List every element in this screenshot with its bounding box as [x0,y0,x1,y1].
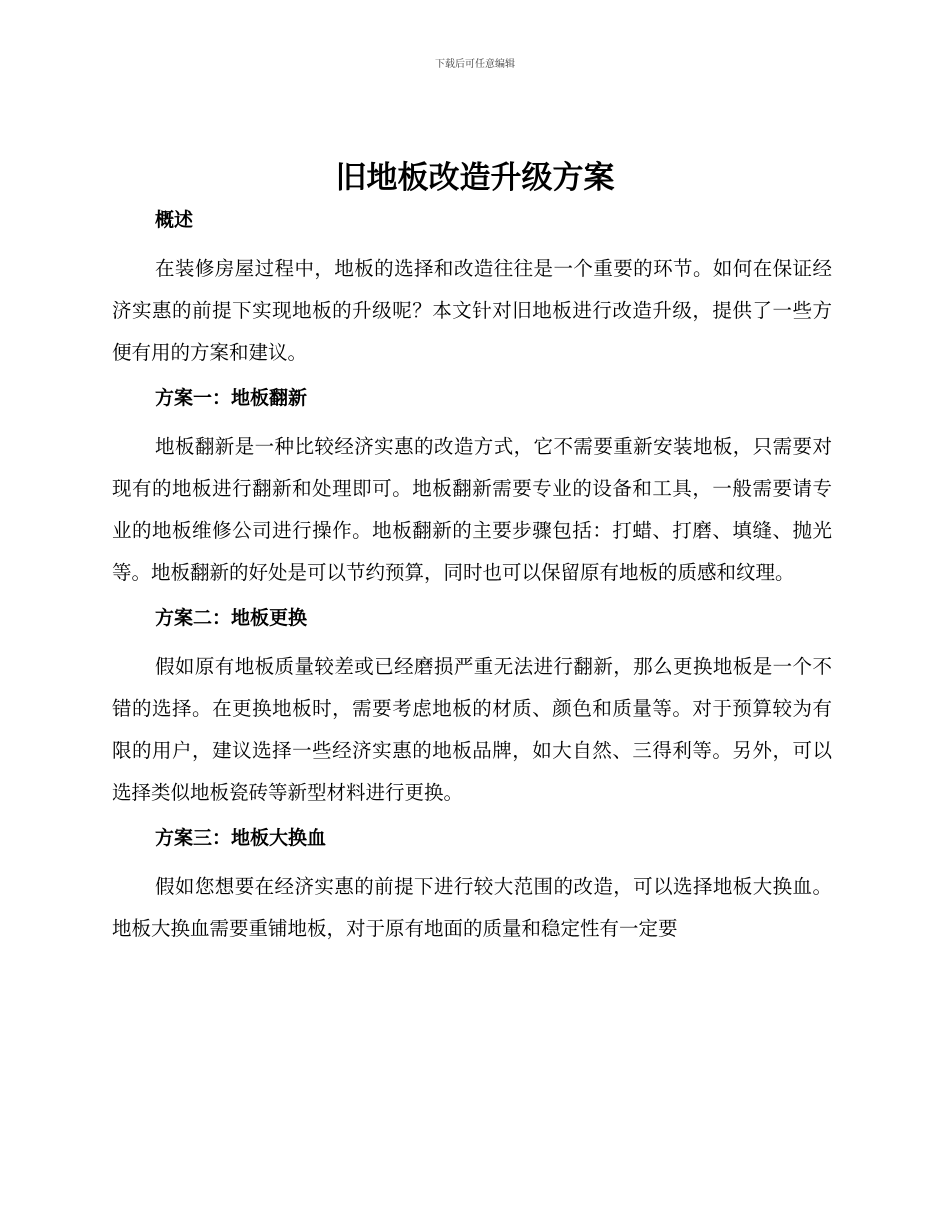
document-body [112,202,832,950]
section-heading-plan-3: 方案三：地板大换血 [155,827,327,849]
section-heading-plan-2: 方案二：地板更换 [155,607,308,629]
document-title: 旧地板改造升级方案 [335,160,615,196]
section-heading-plan-1: 方案一：地板翻新 [155,387,308,409]
section-paragraph-plan-2: 假如原有地板质量较差或已经磨损严重无法进行翻新，那么更换地板是一个不错的选择。在更换地板时，需要考虑地板的材质、颜色和质量等。对于预算较为有限的用户，建议选择一些经济实惠的地板品牌，如大自然、三得利等。另外，可以选择类似地板瓷砖等新型材料进行更换。 [112,655,832,804]
section-paragraph-overview: 在装修房屋过程中，地板的选择和改造往往是一个重要的环节。如何在保证经济实惠的前提下实现地板的升级呢？本文针对旧地板进行改造升级，提供了一些方便有用的方案和建议。 [112,257,832,364]
section-paragraph-plan-3: 假如您想要在经济实惠的前提下进行较大范围的改造，可以选择地板大换血。地板大换血需要重铺地板，对于原有地面的质量和稳定性有一定要 [112,875,832,940]
header-note: 下载后可任意编辑 [435,59,515,70]
section-heading-overview: 概述 [155,209,194,231]
section-paragraph-plan-1: 地板翻新是一种比较经济实惠的改造方式，它不需要重新安装地板，只需要对现有的地板进行翻新和处理即可。地板翻新需要专业的设备和工具，一般需要请专业的地板维修公司进行操作。地板翻新的主要步骤包括：打蜡、打磨、填缝、抛光等。地板翻新的好处是可以节约预算，同时也可以保留原有地板的质感和纹理。 [112,435,832,584]
